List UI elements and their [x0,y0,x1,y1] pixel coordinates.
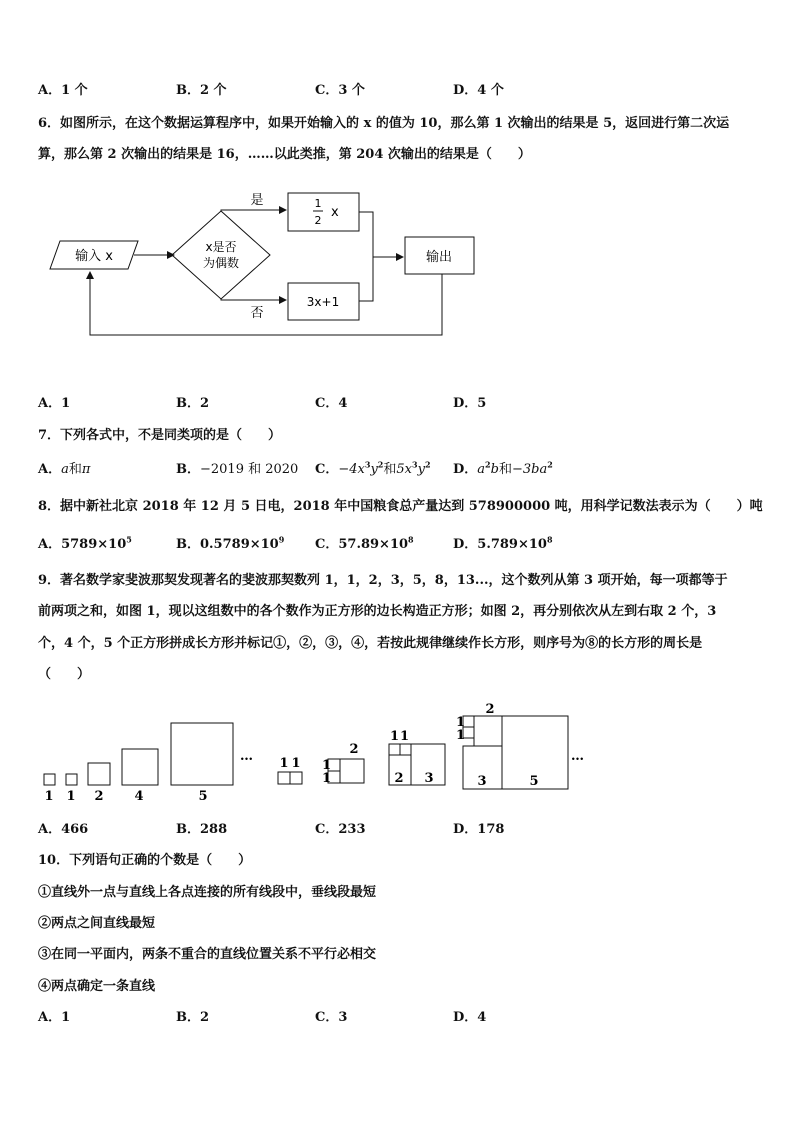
svg-text:1: 1 [456,728,466,743]
q8-option-b: B．$0.5789\times 10^9$ [176,534,285,552]
q9-figures [38,698,598,808]
odd-operation: 3x+1 [306,295,340,309]
fig1-square-5 [171,723,233,785]
decision-line1: x是否 [205,240,237,254]
q10-statement-4: ④两点确定一条直线 [38,979,156,994]
q10-option-a: A．1 [38,1010,71,1025]
half-variable: x [331,205,339,220]
q5-option-a: A．1 个 [38,83,88,98]
q5-option-d: D．4 个 [453,83,504,98]
fig1-square-4 [122,749,158,785]
q9-stem-line3: 个，4 个，5 个正方形拼成长方形并标记①，②，③，④，若按此规律继续作长方形，则序号为⑧的长方形的周长是 [38,636,703,651]
svg-text:3: 3 [424,771,434,786]
q5-option-b: B．2 个 [176,83,227,98]
half-numerator: 1 [314,197,322,210]
decision-line2: 为偶数 [202,256,240,270]
q8-option-a: A．$5789\times 10^5$ [38,534,132,552]
decision-diamond [172,211,270,299]
fig1-label-5: 5 [198,789,208,804]
q8-option-d: D．$5.789\times 10^8$ [453,534,553,552]
fig1-label-3: 2 [94,789,104,804]
fig1-label-2: 1 [66,789,76,804]
q6-option-d: D．5 [453,396,487,411]
q7-stem: 7．下列各式中，不是同类项的是（ ） [38,428,282,443]
fig1-square-3 [88,763,110,785]
q10-option-c: C．3 [315,1010,348,1025]
svg-text:1: 1 [279,756,289,771]
q7-option-d: D．$a^2b$和$-3ba^2$ [453,459,553,477]
q6-stem-line1: 6．如图所示，在这个数据运算程序中，如果开始输入的 x 的值为 10，那么第 1 次输出的结果是 5，返回进行第二次运 [38,116,730,131]
svg-text:1: 1 [322,758,332,773]
q9-option-b: B．288 [176,822,228,837]
q9-option-a: A．466 [38,822,89,837]
svg-text:5: 5 [529,774,539,789]
q10-statement-1: ①直线外一点与直线上各点连接的所有线段中，垂线段最短 [38,885,377,900]
q10-option-b: B．2 [176,1010,210,1025]
q10-stem: 10．下列语句正确的个数是（ ） [38,853,252,868]
q10-statement-2: ②两点之间直线最短 [38,916,156,931]
fig1-dots: … [240,749,253,764]
q10-statement-3: ③在同一平面内，两条不重合的直线位置关系不平行必相交 [38,947,377,962]
input-label: 输入 x [75,249,113,264]
yes-label: 是 [250,193,264,208]
svg-text:1: 1 [456,715,466,730]
fig1-square-2 [66,774,77,785]
output-label: 输出 [425,250,453,265]
half-denominator: 2 [314,214,322,227]
fig1-label-1: 1 [44,789,54,804]
q9-stem-line2: 前两项之和，如图 1，现以这组数中的各个数作为正方形的边长构造正方形；如图 2，再分别依次从左到右取 2 个，3 [38,604,717,619]
fig1-label-4: 4 [134,789,144,804]
q6-flowchart [40,185,490,345]
svg-text:2: 2 [485,702,495,717]
q9-stem-line4: （ ） [38,667,91,682]
q6-option-c: C．4 [315,396,348,411]
q8-option-c: C．$57.89\times 10^8$ [315,534,414,552]
svg-text:3: 3 [477,774,487,789]
svg-text:2: 2 [394,771,404,786]
svg-text:2: 2 [349,742,359,757]
q7-option-b: B．−2019 和 2020 [176,462,299,477]
q9-option-d: D．178 [453,822,505,837]
fig1-square-1 [44,774,55,785]
q5-option-c: C．3 个 [315,83,365,98]
q8-stem: 8．据中新社北京 2018 年 12 月 5 日电，2018 年中国粮食总产量达到 578900000 吨，用科学记数法表示为（ ）吨 [38,499,763,514]
svg-text:1: 1 [291,756,301,771]
q7-option-a: A．a和π [38,462,91,477]
half-box [288,193,359,231]
svg-text:1: 1 [322,771,332,786]
q10-option-d: D．4 [453,1010,487,1025]
q7-option-c: C．$-4x^3y^2$和$5x^3y^2$ [315,459,431,477]
q6-option-b: B．2 [176,396,210,411]
q6-stem-line2: 算，那么第 2 次输出的结果是 16，……以此类推，第 204 次输出的结果是（ ） [38,147,531,162]
svg-text:1: 1 [390,729,400,744]
q9-stem-line1: 9．著名数学家斐波那契发现著名的斐波那契数列 1，1，2，3，5，8，13...，这个数列从第 3 项开始，每一项都等于 [38,573,728,588]
no-label: 否 [250,306,264,321]
q6-option-a: A．1 [38,396,71,411]
svg-text:1: 1 [400,729,410,744]
q9-option-c: C．233 [315,822,366,837]
fig2-dots: … [571,749,584,764]
